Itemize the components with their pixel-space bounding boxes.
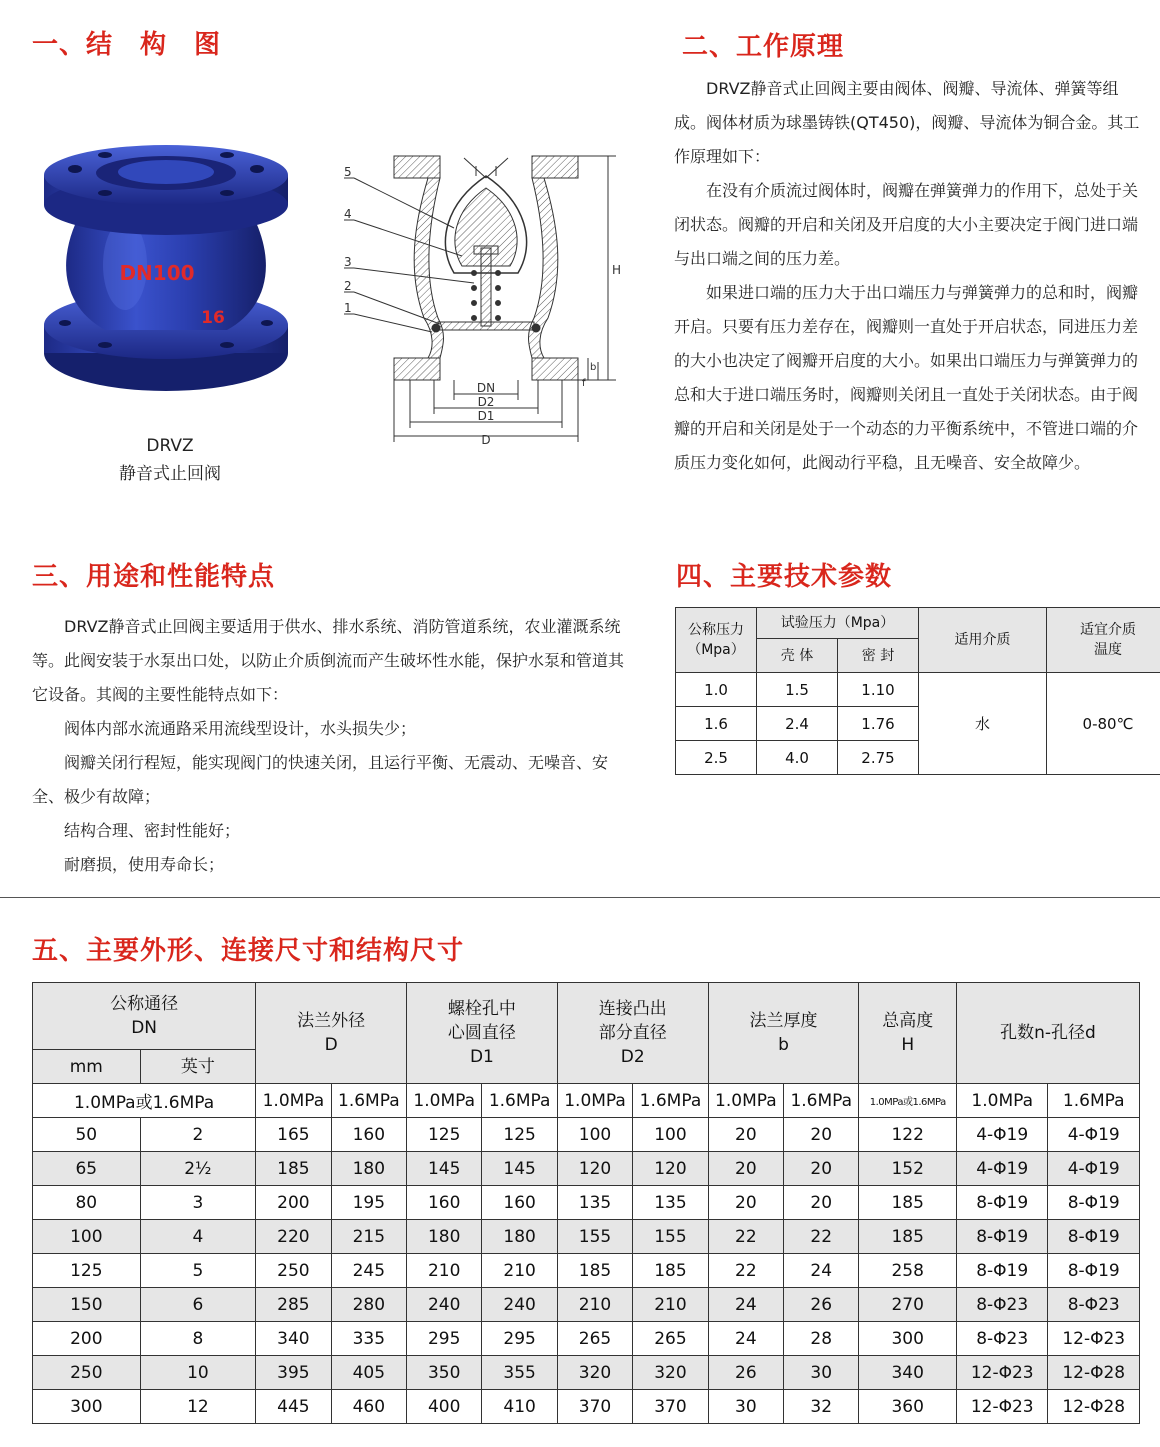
dims-cell-holes-10: 8-Φ23 [956, 1322, 1047, 1356]
dims-header-d: 法兰外径 D [256, 983, 407, 1084]
dims-cell-b-16: 20 [784, 1186, 859, 1220]
dim-d2: D2 [477, 395, 495, 409]
dims-cell-d-16: 245 [331, 1254, 406, 1288]
dims-cell-b-10: 24 [708, 1322, 783, 1356]
dims-cell-d-10: 340 [256, 1322, 331, 1356]
dims-cell-dn-mm: 80 [33, 1186, 141, 1220]
dims-header-mm: mm [33, 1050, 141, 1084]
dims-cell-d-16: 405 [331, 1356, 406, 1390]
dims-cell-h: 185 [859, 1186, 957, 1220]
dims-cell-d-16: 460 [331, 1390, 406, 1424]
dims-cell-dn-mm: 250 [33, 1356, 141, 1390]
params-header-shell: 壳 体 [757, 639, 838, 673]
usage-paragraph: 阀瓣关闭行程短，能实现阀门的快速关闭，且运行平衡、无震动、无噪音、安全、极少有故障； [32, 753, 609, 806]
dims-cell-d2-10: 185 [557, 1254, 632, 1288]
dims-cell-b-16: 24 [784, 1254, 859, 1288]
params-header-medium: 适用介质 [919, 608, 1047, 673]
dim-d1: D1 [477, 409, 495, 423]
dims-cell-d-10: 445 [256, 1390, 331, 1424]
table-row [676, 673, 1160, 707]
cast-number: 16 [201, 308, 225, 328]
photo-caption [95, 432, 245, 488]
dims-cell-dn-mm: 100 [33, 1220, 141, 1254]
dims-cell-b-16: 26 [784, 1288, 859, 1322]
principle-paragraph: DRVZ静音式止回阀主要由阀体、阀瓣、导流体、弹簧等组成。阀体材质为球墨铸铁(QT450)，阀瓣、导流体为铜合金。其工作原理如下： [674, 79, 1140, 166]
dims-cell-d2-10: 370 [557, 1390, 632, 1424]
dims-cell-dn-mm: 150 [33, 1288, 141, 1322]
part-label-1: 1 [344, 301, 352, 315]
dims-cell-holes-16: 12-Φ28 [1048, 1390, 1140, 1424]
dims-cell-d2-16: 100 [633, 1118, 708, 1152]
dim-f: f [582, 378, 586, 389]
dims-cell-b-10: 22 [708, 1220, 783, 1254]
dims-cell-d-10: 185 [256, 1152, 331, 1186]
table-row [33, 1220, 1140, 1254]
dims-cell-d2-10: 100 [557, 1118, 632, 1152]
params-cell-seal: 1.10 [838, 673, 919, 707]
dims-cell-b-10: 26 [708, 1356, 783, 1390]
dims-cell-d1-10: 160 [407, 1186, 482, 1220]
dims-cell-holes-16: 8-Φ23 [1048, 1288, 1140, 1322]
dims-cell-holes-10: 4-Φ19 [956, 1118, 1047, 1152]
dims-cell-b-16: 30 [784, 1356, 859, 1390]
dims-cell-d2-16: 210 [633, 1288, 708, 1322]
dims-cell-h: 340 [859, 1356, 957, 1390]
params-cell-pn: 1.0 [676, 673, 757, 707]
dims-cell-d-16: 280 [331, 1288, 406, 1322]
dims-cell-b-10: 20 [708, 1186, 783, 1220]
cast-label: DN100 [119, 261, 195, 285]
params-header-test: 试验压力（Mpa） [757, 608, 919, 639]
part-label-3: 3 [344, 255, 352, 269]
dims-body [33, 1118, 1140, 1424]
dims-cell-dn-inch: 4 [140, 1220, 256, 1254]
part-label-5: 5 [344, 165, 352, 179]
section-title-params: 四、主要技术参数 [676, 562, 893, 592]
dims-cell-d1-10: 400 [407, 1390, 482, 1424]
dims-cell-b-10: 20 [708, 1118, 783, 1152]
dims-pressure-cell: 1.6MPa [331, 1084, 406, 1118]
dims-cell-dn-inch: 3 [140, 1186, 256, 1220]
dims-cell-d1-10: 125 [407, 1118, 482, 1152]
dims-header-inch: 英寸 [140, 1050, 256, 1084]
dims-cell-d1-10: 295 [407, 1322, 482, 1356]
valve-photo [35, 145, 297, 407]
dims-cell-dn-inch: 6 [140, 1288, 256, 1322]
params-cell-temp: 0-80℃ [1047, 673, 1160, 775]
dims-pressure-cell: 1.0MPa [557, 1084, 632, 1118]
dims-cell-dn-inch: 2½ [140, 1152, 256, 1186]
dims-cell-b-16: 20 [784, 1152, 859, 1186]
dims-cell-d-10: 250 [256, 1254, 331, 1288]
dims-cell-b-16: 20 [784, 1118, 859, 1152]
principle-text [674, 72, 1142, 480]
table-row [33, 1152, 1140, 1186]
dims-pressure-cell: 1.6MPa [633, 1084, 708, 1118]
usage-text [32, 610, 636, 882]
table-row [33, 1084, 1140, 1118]
dims-cell-d2-16: 135 [633, 1186, 708, 1220]
table-row [33, 1390, 1140, 1424]
dims-cell-dn-mm: 50 [33, 1118, 141, 1152]
dims-cell-d2-10: 210 [557, 1288, 632, 1322]
dims-pressure-cell: 1.0MPa [708, 1084, 783, 1118]
dims-cell-h: 152 [859, 1152, 957, 1186]
dims-cell-dn-mm: 125 [33, 1254, 141, 1288]
dims-cell-d2-10: 265 [557, 1322, 632, 1356]
dims-cell-d2-10: 155 [557, 1220, 632, 1254]
dims-cell-holes-10: 12-Φ23 [956, 1356, 1047, 1390]
dims-cell-d-16: 335 [331, 1322, 406, 1356]
dims-cell-h: 270 [859, 1288, 957, 1322]
dims-cell-d1-10: 240 [407, 1288, 482, 1322]
table-row [33, 1288, 1140, 1322]
dims-header-d1: 螺栓孔中 心圆直径 D1 [407, 983, 558, 1084]
dims-cell-d1-16: 145 [482, 1152, 557, 1186]
dims-cell-holes-10: 8-Φ19 [956, 1220, 1047, 1254]
dims-cell-d-10: 395 [256, 1356, 331, 1390]
table-row [33, 1186, 1140, 1220]
dims-cell-h: 185 [859, 1220, 957, 1254]
dims-cell-b-10: 24 [708, 1288, 783, 1322]
part-label-4: 4 [344, 207, 352, 221]
dims-cell-d-16: 180 [331, 1152, 406, 1186]
dims-cell-d1-10: 145 [407, 1152, 482, 1186]
dims-pressure-h: 1.0MPa或1.6MPa [859, 1084, 957, 1118]
dims-cell-d1-16: 240 [482, 1288, 557, 1322]
dims-cell-d1-10: 210 [407, 1254, 482, 1288]
dims-cell-holes-10: 8-Φ19 [956, 1186, 1047, 1220]
dims-cell-d2-10: 120 [557, 1152, 632, 1186]
dims-cell-dn-mm: 300 [33, 1390, 141, 1424]
section-divider [0, 897, 1160, 898]
params-cell-shell: 1.5 [757, 673, 838, 707]
dims-pressure-dn: 1.0MPa或1.6MPa [33, 1084, 256, 1118]
dim-b: b [590, 362, 597, 373]
structure-drawing [336, 148, 626, 450]
principle-paragraph: 如果进口端的压力大于出口端压力与弹簧弹力的总和时，阀瓣开启。只要有压力差存在，阀瓣则一直处于开启状态，同进压力差的大小也决定了阀瓣开启度的大小。如果出口端压力与弹簧弹力的总和大于进口端压务时，阀瓣则关闭且一直处于关闭状态。由于阀瓣的开启和关闭是处于一个动态的力平衡系统中，不管进口端的介质压力变化如何，此阀动行平稳，且无噪音、安全故障少。 [674, 283, 1139, 472]
usage-paragraph: 结构合理、密封性能好； [64, 821, 241, 840]
dims-pressure-cell: 1.6MPa [482, 1084, 557, 1118]
dims-header-d2: 连接凸出 部分直径 D2 [557, 983, 708, 1084]
dims-cell-d-10: 165 [256, 1118, 331, 1152]
dims-header-h: 总高度 H [859, 983, 957, 1084]
section-title-usage: 三、用途和性能特点 [32, 562, 276, 592]
dims-cell-h: 360 [859, 1390, 957, 1424]
caption-model: DRVZ [146, 436, 194, 456]
dims-cell-holes-10: 4-Φ19 [956, 1152, 1047, 1186]
dims-cell-holes-16: 4-Φ19 [1048, 1152, 1140, 1186]
dims-cell-d-16: 195 [331, 1186, 406, 1220]
dims-cell-d1-10: 350 [407, 1356, 482, 1390]
dims-pressure-cell: 1.0MPa [256, 1084, 331, 1118]
dim-h: H [612, 263, 622, 277]
dims-header-b: 法兰厚度 b [708, 983, 859, 1084]
dims-cell-holes-16: 8-Φ19 [1048, 1220, 1140, 1254]
params-cell-pn: 1.6 [676, 707, 757, 741]
table-row [33, 1322, 1140, 1356]
dims-cell-b-10: 20 [708, 1152, 783, 1186]
dimensions-table [32, 982, 1140, 1424]
params-cell-shell: 4.0 [757, 741, 838, 775]
dims-cell-d1-16: 295 [482, 1322, 557, 1356]
dims-cell-d2-16: 320 [633, 1356, 708, 1390]
dims-cell-d2-16: 185 [633, 1254, 708, 1288]
dims-cell-dn-inch: 10 [140, 1356, 256, 1390]
usage-paragraph: DRVZ静音式止回阀主要适用于供水、排水系统、消防管道系统，农业灌溉系统等。此阀安装于水泵出口处，以防止介质倒流而产生破坏性水能，保护水泵和管道其它设备。其阀的主要性能特点如下： [32, 617, 625, 704]
dims-cell-holes-16: 12-Φ28 [1048, 1356, 1140, 1390]
dims-cell-d-10: 200 [256, 1186, 331, 1220]
dims-cell-b-16: 28 [784, 1322, 859, 1356]
dims-cell-h: 258 [859, 1254, 957, 1288]
dims-pressure-cell: 1.0MPa [956, 1084, 1047, 1118]
dims-cell-d2-16: 120 [633, 1152, 708, 1186]
dims-cell-d2-16: 155 [633, 1220, 708, 1254]
dims-cell-dn-mm: 65 [33, 1152, 141, 1186]
dims-cell-h: 300 [859, 1322, 957, 1356]
dims-cell-d-10: 285 [256, 1288, 331, 1322]
dims-cell-dn-inch: 8 [140, 1322, 256, 1356]
section-title-dimensions: 五、主要外形、连接尺寸和结构尺寸 [32, 936, 465, 966]
dims-cell-d-16: 160 [331, 1118, 406, 1152]
dims-cell-dn-inch: 12 [140, 1390, 256, 1424]
dims-cell-holes-16: 8-Φ19 [1048, 1186, 1140, 1220]
params-table [675, 607, 1160, 775]
dims-cell-d1-16: 410 [482, 1390, 557, 1424]
dims-cell-dn-inch: 2 [140, 1118, 256, 1152]
dims-cell-dn-inch: 5 [140, 1254, 256, 1288]
params-cell-shell: 2.4 [757, 707, 838, 741]
section-title-structure: 一、结 构 图 [32, 30, 222, 60]
dims-cell-d1-16: 160 [482, 1186, 557, 1220]
dims-cell-holes-10: 8-Φ23 [956, 1288, 1047, 1322]
dims-cell-d2-16: 265 [633, 1322, 708, 1356]
dims-cell-d-16: 215 [331, 1220, 406, 1254]
usage-paragraph: 耐磨损，使用寿命长； [64, 855, 225, 874]
table-row [33, 1118, 1140, 1152]
params-cell-seal: 2.75 [838, 741, 919, 775]
dims-cell-b-16: 22 [784, 1220, 859, 1254]
dims-pressure-cell: 1.0MPa [407, 1084, 482, 1118]
dims-cell-d1-16: 125 [482, 1118, 557, 1152]
params-header-temp: 适宜介质 温度 [1047, 608, 1160, 673]
table-row [33, 1356, 1140, 1390]
dims-cell-h: 122 [859, 1118, 957, 1152]
usage-paragraph: 阀体内部水流通路采用流线型设计，水头损失少； [64, 719, 417, 738]
dims-cell-d1-16: 180 [482, 1220, 557, 1254]
dims-cell-b-10: 30 [708, 1390, 783, 1424]
dims-header-holes: 孔数n-孔径d [956, 983, 1139, 1084]
dims-pressure-cell: 1.6MPa [784, 1084, 859, 1118]
params-cell-seal: 1.76 [838, 707, 919, 741]
caption-name: 静音式止回阀 [119, 464, 221, 484]
dims-cell-d1-16: 355 [482, 1356, 557, 1390]
dims-cell-d2-16: 370 [633, 1390, 708, 1424]
dims-cell-holes-10: 12-Φ23 [956, 1390, 1047, 1424]
section-title-principle: 二、工作原理 [682, 32, 845, 62]
dim-d: D [481, 433, 491, 447]
dim-dn: DN [476, 381, 496, 395]
dims-cell-d2-10: 320 [557, 1356, 632, 1390]
dims-cell-d2-10: 135 [557, 1186, 632, 1220]
dims-cell-b-10: 22 [708, 1254, 783, 1288]
dims-cell-dn-mm: 200 [33, 1322, 141, 1356]
dims-cell-d1-10: 180 [407, 1220, 482, 1254]
params-header-pn: 公称压力 （Mpa） [676, 608, 757, 673]
params-cell-medium: 水 [919, 673, 1047, 775]
part-label-2: 2 [344, 279, 352, 293]
params-header-seal: 密 封 [838, 639, 919, 673]
dims-cell-b-16: 32 [784, 1390, 859, 1424]
dims-cell-d1-16: 210 [482, 1254, 557, 1288]
dims-pressure-cell: 1.6MPa [1048, 1084, 1140, 1118]
dims-header-dn: 公称通径 DN [33, 983, 256, 1050]
table-row [33, 1254, 1140, 1288]
principle-paragraph: 在没有介质流过阀体时，阀瓣在弹簧弹力的作用下，总处于关闭状态。阀瓣的开启和关闭及开启度的大小主要决定于阀门进口端与出口端之间的压力差。 [674, 181, 1139, 268]
dims-cell-holes-10: 8-Φ19 [956, 1254, 1047, 1288]
dims-cell-holes-16: 4-Φ19 [1048, 1118, 1140, 1152]
params-cell-pn: 2.5 [676, 741, 757, 775]
dims-cell-d-10: 220 [256, 1220, 331, 1254]
dims-cell-holes-16: 12-Φ23 [1048, 1322, 1140, 1356]
dims-cell-holes-16: 8-Φ19 [1048, 1254, 1140, 1288]
